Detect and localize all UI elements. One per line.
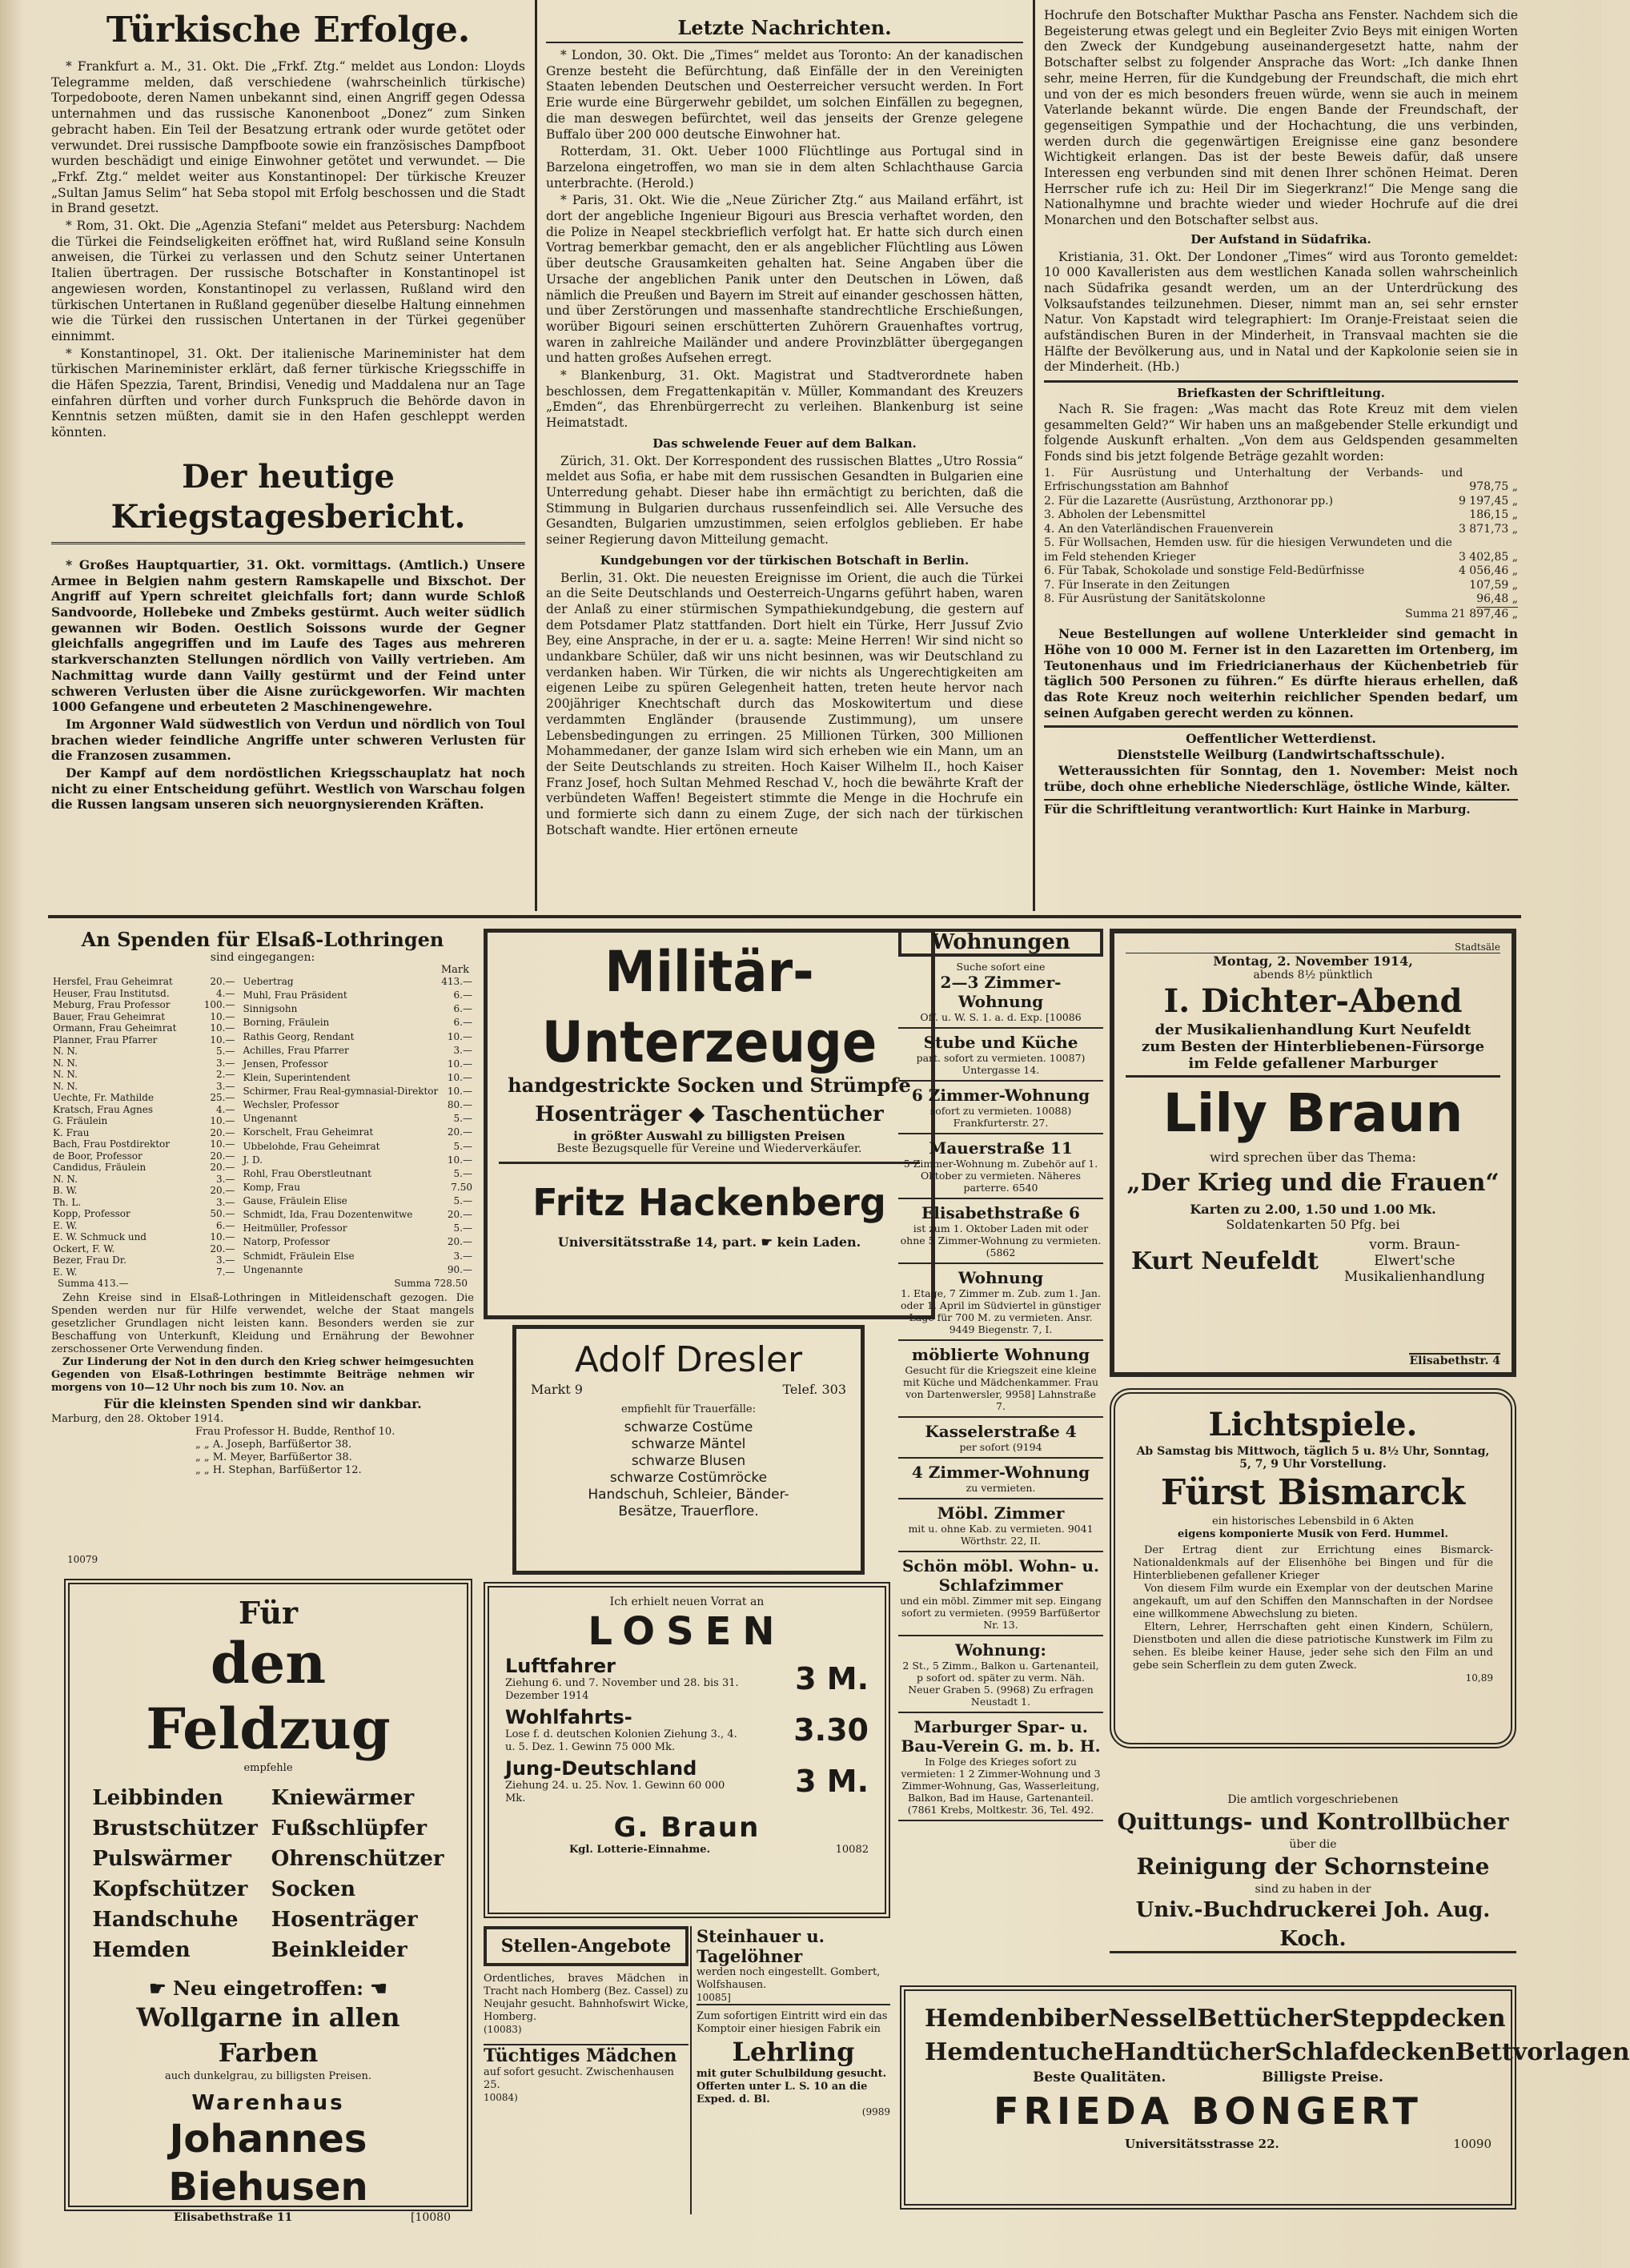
- donations-notice: [51, 929, 474, 1568]
- ad-militar: [484, 929, 935, 1319]
- donation-row: G. Fräulein 10.—: [53, 1115, 235, 1126]
- article-paragraph: * London, 30. Okt. Die „Times“ meldet aus Toronto: An der kanadischen Grenze besteht die Befürchtung, daß Einfälle der in den Vereinigten Staaten lebenden Deutschen und Oesterreicher versucht werden. In Fort Erie wurde eine Bürgerwehr gebildet, um solchen Einfällen zu begegnen, die man deswegen befürchtet, weil das jenseits der Grenze gelegene Buffalo über 200 000 deutsche Einwohner hat.: [546, 48, 1023, 142]
- donation-row: Heuser, Frau Institutsd. 4.—: [53, 987, 235, 999]
- ad-stellen-3: werden noch eingestellt. Gombert, Wolfshausen.: [697, 1966, 881, 1991]
- donation-row: Korschelt, Frau Geheimrat 20.—: [243, 1126, 472, 1138]
- ad-lichtspiele-text: Eltern, Lehrer, Herrschaften geht einen Kindern, Schülern, Dienstboten und allen die diese patriotische Kunstwerk im Film zu sehen. Es bleibe keiner Hause, jeder sehe sich den Film an und gebe sein Scherflein zu dem guten Zweck.: [1133, 1621, 1493, 1672]
- donation-row: Muhl, Frau Präsident 6.—: [243, 989, 472, 1002]
- ad-lichtspiele-film-sub: ein historisches Lebensbild in 6 Akten: [1212, 1515, 1414, 1527]
- column-2: [546, 14, 1023, 911]
- article-paragraph: Der Kampf auf dem nordöstlichen Kriegsschauplatz hat noch nicht zu einer Entscheidung geführt. Westlich von Warschau folgen die Russen langsam unseren sich neuorgnysierenden Kräften.: [51, 765, 525, 813]
- ledger-row: 7. Für Inserate in den Zeitungen 107,59 „: [1044, 578, 1518, 592]
- letterbox-title: Briefkasten der Schriftleitung.: [1177, 386, 1385, 401]
- ledger-row: 3. Abholen der Lebensmittel 186,15 „: [1044, 508, 1518, 522]
- ad-bongert: [900, 1985, 1630, 2210]
- ledger-row: 2. Für die Lazarette (Ausrüstung, Arzthonorar pp.) 9 197,45 „: [1044, 494, 1518, 508]
- donation-row: Ockert, F. W. 20.—: [53, 1242, 235, 1254]
- donation-row: E. W. 6.—: [53, 1219, 235, 1231]
- ad-code: (9989: [861, 2106, 890, 2117]
- ad-code: 10084): [484, 2092, 518, 2103]
- ad-bongert-quality: Beste Qualitäten.: [1033, 2069, 1166, 2085]
- diamond-icon: ◆: [689, 1102, 713, 1126]
- ad-militar-title: Militär-Unterzeuge: [541, 940, 877, 1076]
- ad-bongert-row1: Hemdenbiber Nessel Bettücher Steppdecken: [925, 2005, 1506, 2033]
- donations-subtitle: sind eingegangen:: [210, 951, 315, 964]
- ledger-row: 8. Für Ausrüstung der Sanitätskolonne 96,48 „: [1044, 592, 1518, 608]
- ad-stellen-3-title: Steinhauer u. Tagelöhner: [697, 1926, 825, 1966]
- article-paragraph: * Paris, 31. Okt. Wie die „Neue Züricher Ztg.“ aus Mailand erfährt, ist dort der angebliche Ingenieur Bigouri aus Brescia verhaftet worden, den die Polize in Neapel steckbrieflich verfolgt hat. Er hatte sich durch einen Vortrag bemerkbar gemacht, den er als angeblicher Flüchtling aus Löwen über deutsche Grausamkeiten gehalten hat. Seine Angaben über die Ursache der angeblichen Panik unter den Deutschen in Löwen, daß nämlich die Preußen und Bayern im Streit auf einander geschossen hätten, und über Zerstörungen und massenhafte standrechtliche Erschießungen, worüber Bigouri seinen erschütterten Zuhörern Grauenhaftes vortrug, waren in zahlreiche Mailänder und andere Provinzblätter übergegangen und hatten großes Aufsehen erregt.: [546, 193, 1023, 366]
- donation-row: N. N. 5.—: [53, 1046, 235, 1057]
- donation-row: Bezer, Frau Dr. 3.—: [53, 1254, 235, 1266]
- ad-wohnungen: [898, 929, 1103, 1973]
- headline-war-report: Der heutige Kriegstagesbericht.: [51, 457, 525, 544]
- listing-item: Marburger Spar- u. Bau-Verein G. m. b. H. In Folge des Krieges sofort zu vermieten: 1 2 Zimmer-Wohnung und 3 Zimmer-Wohnung, Gas, Wasserleitung, Balkon, Bad im Hause, Gartenanteil. (7861 Krebs, Moltkestr. 36, Tel. 492.: [898, 1713, 1103, 1821]
- ad-quittung-avail: sind zu haben in der: [1255, 1883, 1371, 1896]
- column-1: [51, 8, 525, 911]
- donations-text: Zehn Kreise sind in Elsaß-Lothringen in Mitleidenschaft gezogen. Die Spenden werden nur für Hilfe verwendet, welche der Staat mangels gesetzlicher Grundlagen nicht leisten kann. Besonders werden sie zur Beschaffung von Unterkunft, Kleidung und Ernährung der Bewohner zerschossener Orte Verwendung finden.: [51, 1292, 474, 1355]
- ad-feldzug-wool: Wollgarne in allen Farben: [136, 2002, 400, 2068]
- subheading-south-africa: Der Aufstand in Südafrika.: [1190, 231, 1371, 247]
- ad-dichter-date: Montag, 2. November 1914,: [1213, 953, 1413, 969]
- ad-dresler: [512, 1325, 865, 1575]
- donation-row: Sinnigsohn 6.—: [243, 1003, 472, 1015]
- ad-quittung: [1110, 1793, 1516, 1953]
- listing-item: Kasselerstraße 4 per sofort (9194: [898, 1418, 1103, 1459]
- ad-stellen-2: auf sofort gesucht. Zwischenhausen 25.: [484, 2066, 674, 2091]
- ad-dichter-name: Lily Braun: [1162, 1082, 1463, 1144]
- donation-row: Jensen, Professor 10.—: [243, 1058, 472, 1070]
- donation-row: N. N. 2.—: [53, 1069, 235, 1080]
- donation-row: Heitmüller, Professor 5.—: [243, 1222, 472, 1234]
- article-paragraph: Berlin, 31. Okt. Die neuesten Ereignisse im Orient, die auch die Türkei an die Seite Deutschlands und Oesterreich-Ungarns geführt haben, waren der Anlaß zu einer stürmischen Sympathiekundgebung, die gestern auf dem Potsdamer Platz stattfanden. Dort hielt ein Türke, Herr Jussuf Zvio Bey, eine Ansprache, in der er u. a. sagte: Meine Herren! Wir sind nicht so undankbare Schüler, daß wir uns nicht besinnen, was wir Deutschland zu verdanken haben. Wir Türken, die wir nichts als Ungerechtigkeiten am eigenen Leibe zu spüren Gelegenheit hatten, treten heute hervor nach 200jähriger Knechtschaft durch das Moskowitertum und diese verdammten Engländer (brausende Zustimmung), um unsere Lebensbedingungen zu erringen. 25 Millionen Türken, 300 Millionen Mohammedaner, der ganze Islam wird sich erheben wie ein Mann, um an der Seite Deutschlands zu streiten. Hoch Kaiser Wilhelm II., hoch Kaiser Franz Josef, hoch Sultan Mehmed Reschad V., hoch die bewährte Kraft der verbündeten Waffen! Begeistert stimmte die Menge in die Hochrufe ein und formierte sich dann zu einem Zuge, der sich nach der türkischen Botschaft wandte. Hier ertönen erneute: [546, 570, 1023, 837]
- ad-losen: [484, 1582, 890, 1918]
- article-paragraph: * Frankfurt a. M., 31. Okt. Die „Frkf. Ztg.“ meldet aus London: Lloyds Telegramme melden, daß verschiedene (wahrscheinlich türkische) Torpedoboote, deren Namen unbekannt sind, einen Angriff gegen Odessa unternahmen und das russische Kanonenboot „Donez“ zum Sinken gebracht haben. Ein Teil der Besatzung ertrank oder wurde getötet oder verwundet. Drei russische Dampfboote sowie ein französisches Dampfboot wurden beschädigt und einige Einwohner getötet und verwundet. — Die „Frkf. Ztg.“ meldet weiter aus Konstantinopel: Der türkische Kreuzer „Sultan Jamus Selim“ hat Seba stopol mit Erfolg beschossen und die Stadt in Brand gesetzt.: [51, 59, 525, 216]
- ad-losen-sub: Kgl. Lotterie-Einnahme.: [569, 1844, 711, 1856]
- donation-row: Ungenannte 90.—: [243, 1263, 472, 1275]
- ad-feldzug: [64, 1579, 472, 2224]
- listing-item: Elisabethstraße 6 ist zum 1. Oktober Laden mit oder ohne 5 Zimmer-Wohnung zu vermieten. (5862: [898, 1199, 1103, 1264]
- ad-stellen-4b: mit guter Schulbildung gesucht. Offerten unter L. S. 10 an die Exped. d. Bl.: [697, 2068, 887, 2105]
- listing-item: 4 Zimmer-Wohnung zu vermieten.: [898, 1459, 1103, 1499]
- donation-row: E. W. Schmuck und 10.—: [53, 1231, 235, 1242]
- weather-text: Wetteraussichten für Sonntag, den 1. November: Meist noch trübe, doch ohne erhebliche Niederschläge, östliche Winde, kälter.: [1044, 762, 1518, 794]
- listing-item: Suche sofort eine 2—3 Zimmer-Wohnung Off. u. W. S. 1. a. d. Exp. [10086: [898, 957, 1103, 1029]
- listing-item: Möbl. Zimmer mit u. ohne Kab. zu vermieten. 9041 Wörthstr. 22, II.: [898, 1499, 1103, 1552]
- ad-losen-lottery: Wohlfahrts- Lose f. d. deutschen Kolonien Ziehung 3., 4. u. 5. Dez. 1. Gewinn 75 000 Mk. 3.30: [505, 1706, 869, 1753]
- ad-militar-address: Universitätsstraße 14, part. ☛ kein Laden.: [557, 1234, 861, 1250]
- ad-losen-title: LOSEN: [588, 1609, 786, 1654]
- donation-row: J. D. 10.—: [243, 1154, 472, 1166]
- ad-code: 10090: [1453, 2137, 1491, 2151]
- column-3: [1044, 8, 1518, 911]
- donation-row: Planner, Frau Pfarrer 10.—: [53, 1034, 235, 1046]
- ledger-row: 1. Für Ausrüstung und Unterhaltung der Verbands- und Erfrischungsstation am Bahnhof 978,75 „: [1044, 466, 1518, 494]
- ad-wohnungen-title: Wohnungen: [898, 929, 1103, 957]
- donation-row: B. W. 20.—: [53, 1185, 235, 1196]
- ad-dichter-prices: Karten zu 2.00, 1.50 und 1.00 Mk.: [1190, 1202, 1436, 1217]
- ad-lichtspiele: [1110, 1388, 1516, 1748]
- ledger-sum: Summa 21 897,46 „: [1405, 607, 1518, 620]
- donations-right-table: [241, 976, 474, 1278]
- ad-stellen-right: [690, 1926, 890, 2214]
- donations-date: Marburg, den 28. Oktober 1914.: [51, 1413, 224, 1425]
- ad-wohnungen-list: [898, 957, 1103, 1821]
- donation-row: Kratsch, Frau Agnes 4.—: [53, 1103, 235, 1115]
- ad-dresler-sub: empfiehlt für Trauerfälle:: [621, 1403, 756, 1415]
- ledger-row: 5. Für Wollsachen, Hemden usw. für die hiesigen Verwundeten und die im Feld stehenden Krieger 3 402,85 „: [1044, 536, 1518, 564]
- ledger-table: [1044, 467, 1518, 622]
- pointing-hand-icon: ☛: [761, 1234, 777, 1250]
- section-rule: [48, 915, 1521, 918]
- donation-row: Schmidt, Fräulein Else 3.—: [243, 1250, 472, 1262]
- donation-row: Natorp, Professor 20.—: [243, 1236, 472, 1248]
- donation-row: Rathis Georg, Rendant 10.—: [243, 1030, 472, 1042]
- ad-stellen-1: Ordentliches, braves Mädchen in Tracht nach Homberg (Bez. Cassel) zu Neujahr gesucht. Bahnhofswirt Wicke, Homberg.: [484, 1973, 689, 2023]
- ad-stellen-title: Stellen-Angebote: [484, 1926, 689, 1966]
- ad-dichter-shop-sub: vorm. Braun-Elwert'sche Musikalienhandlung: [1343, 1237, 1485, 1285]
- ad-code: 10085]: [697, 1992, 890, 2005]
- listing-item: Wohnung 1. Etage, 7 Zimmer m. Zub. zum 1. Jan. oder 1. April im Südviertel in günstiger Lage für 700 M. zu vermieten. Ansr. 9449 Biegenstr. 7, I.: [898, 1264, 1103, 1341]
- ad-dichter-time: abends 8½ pünktlich: [1253, 969, 1373, 981]
- donations-title: An Spenden für Elsaß-Lothringen: [81, 928, 444, 951]
- letterbox-text: Nach R. Sie fragen: „Was macht das Rote Kreuz mit dem vielen gesammelten Geld?“ Wir haben uns an maßgebender Stelle erkundigt und folgende Auskunft erhalten. „Von dem aus Geldspenden gesammelten Fonds sind bis jetzt folgende Beträge gezahlt worden:: [1044, 401, 1518, 464]
- donation-row: Schirmer, Frau Real-gymnasial-Direktor 10.—: [243, 1086, 472, 1097]
- ad-code: 10079: [67, 1554, 98, 1565]
- ad-feldzug-house: Warenhaus: [191, 2091, 345, 2115]
- ad-dresler-phone: Telef. 303: [782, 1382, 846, 1397]
- donations-text: Zur Linderung der Not in den durch den Krieg schwer heimgesuchten Gegenden von Elsaß-Lothringen bestimmte Beiträge nehmen wir morgens von 10—12 Uhr noch bis zum 10. Nov. an: [51, 1356, 474, 1394]
- ad-bongert-row2: Hemdentuche Handtücher Schlafdecken Bettvorlagen: [925, 2038, 1630, 2066]
- ad-quittung-shop: Univ.-Buchdruckerei Joh. Aug. Koch.: [1135, 1898, 1491, 1951]
- donation-row: E. W. 7.—: [53, 1266, 235, 1278]
- article-paragraph: Zürich, 31. Okt. Der Korrespondent des russischen Blattes „Utro Rossia“ meldet aus Sofia, er habe mit dem russischen Gesandten in Bulgarien eine Unterredung gehabt. Dieser habe ihn ermächtigt zu berichten, daß die Stimmung in Bulgarien durchaus russenfeindlich sei. Alle Versuche des Gesandten, Bulgarien umzustimmen, seien erfolglos geblieben. Er habe seiner Regierung davon Mitteilung gemacht.: [546, 453, 1023, 548]
- ad-bongert-address: Universitätsstrasse 22.: [1125, 2137, 1279, 2151]
- donation-row: Hersfel, Frau Geheimrat 20.—: [53, 976, 235, 987]
- donation-row: Bach, Frau Postdirektor 10.—: [53, 1138, 235, 1150]
- ad-dichter-speaks: wird sprechen über das Thema:: [1210, 1150, 1416, 1165]
- donation-row: N. N. 3.—: [53, 1173, 235, 1185]
- ad-feldzug-sub: empfehle: [243, 1762, 293, 1774]
- ad-dichter-shop: Kurt Neufeldt: [1131, 1246, 1319, 1275]
- column-rule: [1033, 0, 1035, 911]
- ad-losen-lottery: Jung-Deutschland Ziehung 24. u. 25. Nov. 1. Gewinn 60 000 Mk. 3 M.: [505, 1757, 869, 1804]
- donation-row: Meburg, Frau Professor 100.—: [53, 999, 235, 1010]
- listing-item: 6 Zimmer-Wohnung sofort zu vermieten. 10088) Frankfurterstr. 27.: [898, 1082, 1103, 1134]
- ad-militar-line5: Beste Bezugsquelle für Vereine und Wiederverkäufer.: [499, 1142, 920, 1164]
- responsible-editor: Für die Schriftleitung verantwortlich: Kurt Hainke in Marburg.: [1044, 802, 1471, 817]
- donation-row: Achilles, Frau Pfarrer 3.—: [243, 1044, 472, 1056]
- ad-lichtspiele-music: eigens komponierte Musik von Ferd. Hummel.: [1178, 1528, 1448, 1540]
- donation-row: Borning, Fräulein 6.—: [243, 1017, 472, 1029]
- donation-row: Uechte, Fr. Mathilde 25.—: [53, 1092, 235, 1103]
- ad-lichtspiele-text: Der Ertrag dient zur Errichtung eines Bismarck-Nationaldenkmals auf der Elisenhöhe bei Bingen und für die Hinterbliebenen gefallener Krieger: [1133, 1544, 1493, 1582]
- donation-row: Ormann, Frau Geheimrat 10.—: [53, 1022, 235, 1034]
- ledger-row: 4. An den Vaterländischen Frauenverein 3 871,73 „: [1044, 522, 1518, 536]
- listing-item: Stube und Küche part. sofort zu vermieten. 10087) Untergasse 14.: [898, 1029, 1103, 1082]
- ad-code: (10083): [484, 2024, 522, 2035]
- ad-dichter-title: I. Dichter-Abend: [1163, 982, 1463, 1020]
- donation-row: Kopp, Professor 50.—: [53, 1208, 235, 1219]
- donation-row: Klein, Superintendent 10.—: [243, 1071, 472, 1083]
- donation-row: K. Frau 20.—: [53, 1126, 235, 1138]
- ad-code: 10082: [835, 1844, 869, 1856]
- donation-row: Bauer, Frau Geheimrat 10.—: [53, 1010, 235, 1022]
- ad-dichter-address: Elisabethstr. 4: [1409, 1355, 1500, 1367]
- listing-item: möblierte Wohnung Gesucht für die Kriegszeit eine kleine mit Küche und Mädchenkammer. Frau von Dartenwersler, 9958] Lahnstraße 7.: [898, 1341, 1103, 1418]
- ad-feldzug-title: den Feldzug: [146, 1630, 391, 1762]
- donation-row: Rohl, Frau Oberstleutnant 5.—: [243, 1167, 472, 1179]
- ad-losen-lottery: Luftfahrer Ziehung 6. und 7. November und 28. bis 31. Dezember 1914 3 M.: [505, 1655, 869, 1702]
- listing-item: Wohnung: 2 St., 5 Zimm., Balkon u. Gartenanteil, p sofort od. später zu verm. Näh. Neuer Graben 5. (9968) Zu erfragen Neustadt 1.: [898, 1636, 1103, 1713]
- donation-row: Ungenannt 5.—: [243, 1113, 472, 1125]
- ad-dichter-sub3: im Felde gefallener Marburger: [1126, 1055, 1500, 1078]
- donation-row: Ubbelohde, Frau Geheimrat 5.—: [243, 1140, 472, 1152]
- donation-row: Komp, Frau 7.50: [243, 1181, 472, 1193]
- article-paragraph: Rotterdam, 31. Okt. Ueber 1000 Flüchtlinge aus Portugal sind in Barzelona eingetroffen, wo man sie in dem alten Schlachthause Garcia unterbrachte. (Herold.): [546, 144, 1023, 191]
- ad-quittung-pre: Die amtlich vorgeschriebenen: [1227, 1793, 1399, 1806]
- donations-signers: Frau Professor H. Budde, Renthof 10. „ „ A. Joseph, Barfüßertor 38. „ „ M. Meyer, Barfüßertor 38. „ „ H. Stephan, Barfüßertor 12.: [195, 1426, 395, 1476]
- ad-lichtspiele-title: Lichtspiele.: [1208, 1406, 1418, 1443]
- ad-losen-intro: Ich erhielt neuen Vorrat an: [609, 1596, 765, 1608]
- mark-label: Mark: [440, 964, 469, 976]
- donations-thanks: Für die kleinsten Spenden sind wir dankbar.: [103, 1396, 422, 1411]
- article-paragraph: * Blankenburg, 31. Okt. Magistrat und Stadtverordnete haben beschlossen, dem Fregattenkapitän v. Müller, Kommandant des Kreuzers „Emden“, das Ehrenbürgerrecht zu verleihen. Blankenburg ist seine Heimatstadt.: [546, 368, 1023, 431]
- ad-dresler-name: Adolf Dresler: [574, 1339, 803, 1380]
- donation-row: Gause, Fräulein Elise 5.—: [243, 1195, 472, 1206]
- donation-row: Wechsler, Professor 80.—: [243, 1099, 472, 1111]
- article-paragraph: * Rom, 31. Okt. Die „Agenzia Stefani“ meldet aus Petersburg: Nachdem die Türkei die Feindseligkeiten eröffnet hat, wird Rußland seine Konsuln anweisen, die Türkei zu verlassen und den Schutz seiner Untertanen Italien übertragen. Der russische Botschafter in Konstantinopel ist angewiesen worden, Konstantinopel zu verlassen, Rußland wird den türkischen Untertanen in Rußland gegenüber dieselbe Haltung einnehmen wie die Türkei den russischen Untertanen in der Türkei gegenüber einnimmt.: [51, 219, 525, 343]
- ad-dichter-tag: Stadtsäle: [1126, 941, 1500, 953]
- pointing-hand-icon: ☚: [363, 1977, 387, 2000]
- donation-row: N. N. 3.—: [53, 1080, 235, 1092]
- ad-feldzug-items-left: Leibbinden Brustschützer Pulswärmer Kopfschützer Handschuhe Hemden: [92, 1786, 258, 1962]
- ad-lichtspiele-times: Ab Samstag bis Mittwoch, täglich 5 u. 8½ Uhr, Sonntag, 5, 7, 9 Uhr Vorstellung.: [1136, 1445, 1490, 1471]
- ad-militar-name: Fritz Hackenberg: [532, 1181, 886, 1224]
- article-paragraph: Hochrufe den Botschafter Mukthar Pascha ans Fenster. Nachdem sich die Begeisterung etwas gelegt und ein Begleiter Zvio Beys mit einigen Worten den Zweck der Kundgebung auseinandergesetzt hatte, nahm der Botschafter selbst zu folgender Ansprache das Wort: „Ich danke Ihnen sehr, meine Herren, für die Kundgebung der Freundschaft, die mich ehrt und von der es mich besonders freuen würde, wenn sie auch in meinem Vaterlande bekannt würde. Die engen Bande der Freundschaft, der gegenseitigen Sympathie und der Hochachtung, die uns verbinden, werden durch die gegenwärtigen Ereignisse eine ganz besondere Wichtigkeit erlangen. Das ist der beste Beweis dafür, daß unsere Interessen eng verbunden sind mit denen Ihrer schönen Heimat. Deren Herrscher rufe ich zu: Heil Dir im Siegerkranz!“ Die Menge sang die Nationalhymne und brachte wieder und wieder Hochrufe auf die drei Monarchen und den Botschafter selbst aus.: [1044, 8, 1518, 228]
- ad-dichter-topic: „Der Krieg und die Frauen“: [1126, 1169, 1500, 1197]
- ledger-row: 6. Für Tabak, Schokolade und sonstige Feld-Bedürfnisse 4 056,46 „: [1044, 564, 1518, 578]
- pointing-hand-icon: ☛: [149, 1977, 174, 2000]
- ad-dichter-soldiers: Soldatenkarten 50 Pfg. bei: [1226, 1217, 1400, 1232]
- ad-militar-line3: Hosenträger ◆ Taschentücher: [535, 1102, 884, 1126]
- ad-lichtspiele-text: Von diesem Film wurde ein Exemplar von der deutschen Marine angekauft, um auf den Schiffen den Mannschaften in der Nordsee eine willkommene Abwechslung zu bieten.: [1133, 1583, 1493, 1620]
- donation-row: Th. L. 3.—: [53, 1196, 235, 1208]
- donations-left-sum: Summa 413.—: [58, 1278, 129, 1289]
- headline-turkish-successes: Türkische Erfolge.: [106, 10, 471, 50]
- ad-dresler-items: schwarze Costüme schwarze Mäntel schwarze Blusen schwarze Costümröcke Handschuh, Schleier, Bänder- Besätze, Trauerflore.: [588, 1419, 789, 1519]
- ad-quittung-title2: Reinigung der Schornsteine: [1136, 1853, 1490, 1880]
- ad-militar-line2: handgestrickte Socken und Strümpfe: [508, 1074, 911, 1097]
- ad-stellen: [484, 1926, 689, 2214]
- ad-feldzug-name: Johannes Biehusen: [168, 2117, 368, 2210]
- donations-left-table: [51, 976, 236, 1278]
- ad-feldzug-items-right: Kniewärmer Fußschlüpfer Ohrenschützer Socken Hosenträger Beinkleider: [271, 1786, 444, 1962]
- ad-feldzug-new: ☛ Neu eingetroffen: ☚: [149, 1977, 387, 2000]
- article-paragraph: * Konstantinopel, 31. Okt. Der italienische Marineminister hat dem türkischen Marineminister erklärt, daß ferner türkische Kriegsschiffe in die Häfen Spezzia, Tarent, Brindisi, Venedig und Maddalena nur an Tage einfahren dürften und vorher durch Funkspruch die Behörde davon in Kenntnis setzen müßten, damit sie in den Hafen geschleppt werden könnten.: [51, 346, 525, 440]
- ad-quittung-title: Quittungs- und Kontrollbücher: [1117, 1808, 1509, 1835]
- ad-dichter-sub2: zum Besten der Hinterbliebenen-Fürsorge: [1141, 1038, 1485, 1055]
- donation-row: N. N. 3.—: [53, 1057, 235, 1069]
- ad-dichter: [1110, 929, 1516, 1377]
- ad-bongert-name: FRIEDA BONGERT: [994, 2089, 1423, 2133]
- letterbox-text: Neue Bestellungen auf wollene Unterkleider sind gemacht in Höhe von 10 000 M. Ferner ist in den Lazaretten im Ortenberg, im Teutonenhaus und im Friedricianerhaus der Küchenbetrieb für täglich 500 Personen zu führen.“ Es dürfte hieraus erhellen, daß das Rote Kreuz noch weiterhin reichlicher Spenden bedarf, um seinen Aufgaben gerecht werden zu können.: [1044, 626, 1518, 721]
- donation-row: Uebertrag 413.—: [243, 976, 472, 987]
- headline-latest-news: Letzte Nachrichten.: [546, 14, 1023, 43]
- ad-code: [10080: [411, 2211, 451, 2224]
- donation-row: Schmidt, Ida, Frau Dozentenwitwe 20.—: [243, 1209, 472, 1221]
- weather-subtitle: Dienststelle Weilburg (Landwirtschaftsschule).: [1117, 747, 1445, 763]
- article-paragraph: Im Argonner Wald südwestlich von Verdun und nördlich von Toul brachen wieder feindliche Angriffe unter schweren Verlusten für die Franzosen zusammen.: [51, 716, 525, 764]
- ad-militar-line4: in größter Auswahl zu billigsten Preisen: [573, 1129, 845, 1143]
- donations-right-sum: Summa 728.50: [394, 1278, 468, 1289]
- donation-row: de Boor, Professor 20.—: [53, 1150, 235, 1162]
- ad-dresler-address: Markt 9: [531, 1382, 583, 1397]
- ad-bongert-prices: Billigste Preise.: [1262, 2069, 1383, 2085]
- ad-lichtspiele-film: Fürst Bismarck: [1160, 1472, 1466, 1513]
- ad-code: 10,89: [1465, 1672, 1493, 1684]
- subheading-berlin: Kundgebungen vor der türkischen Botschaft in Berlin.: [600, 552, 970, 568]
- article-paragraph: * Großes Hauptquartier, 31. Okt. vormittags. (Amtlich.) Unsere Armee in Belgien nahm gestern Ramskapelle und Bixschot. Der Angriff auf Ypern schreitet gleichfalls fort; dann wurde Schloß Sandvoorde, Hollebeke und Zmbeks gestürmt. Auch weiter südlich gewannen wir Boden. Oestlich Soissons wurde der Gegner gleichfalls angegriffen und im Laufe des Tages aus mehreren starkverschanzten Stellungen nördlich von Vailly vertrieben. Am Nachmittag wurde dann Vailly gestürmt und der Feind unter schweren Verlusten über die Aisne zurückgeworfen. Wir machten 1000 Gefangene und erbeuteten 2 Maschinengewehre.: [51, 556, 525, 715]
- ad-feldzug-for: Für: [239, 1595, 298, 1631]
- ad-feldzug-wool-sub: auch dunkelgrau, zu billigsten Preisen.: [164, 2070, 372, 2082]
- ad-feldzug-address: Elisabethstraße 11: [174, 2211, 293, 2224]
- donation-row: Candidus, Fräulein 20.—: [53, 1162, 235, 1173]
- subheading-balkan: Das schwelende Feuer auf dem Balkan.: [652, 436, 917, 451]
- listing-item: Schön möbl. Wohn- u. Schlafzimmer und ein möbl. Zimmer mit sep. Eingang sofort zu vermieten. (9959 Barfüßertor Nr. 13.: [898, 1552, 1103, 1636]
- listing-item: Mauerstraße 11 5 Zimmer-Wohnung m. Zubehör auf 1. Oktober zu vermieten. Näheres parterre. 6540: [898, 1134, 1103, 1199]
- ad-stellen-4-title: Lehrling: [732, 2037, 855, 2067]
- ad-stellen-4: Zum sofortigen Eintritt wird ein das Komptoir einer hiesigen Fabrik ein: [697, 2010, 888, 2035]
- ad-quittung-over: über die: [1289, 1838, 1337, 1851]
- ad-dichter-sub1: der Musikalienhandlung Kurt Neufeldt: [1154, 1022, 1471, 1038]
- ad-losen-name: G. Braun: [613, 1812, 761, 1844]
- article-paragraph: Kristiania, 31. Okt. Der Londoner „Times“ wird aus Toronto gemeldet: 10 000 Kavalleristen aus dem westlichen Kanada sollen wahrscheinlich nach Südafrika gesandt werden, um an der Unterdrückung des Volksaufstandes teilzunehmen. Dieser, nimmt man an, sei sehr ernster Natur. Von Kapstadt wird telegraphiert: Im Oranje-Freistaat seien die aufständischen Buren in der Minderheit, in Transvaal machten sie die Hälfte der Bevölkerung aus, und in Natal und der Kapkolonie seien sie in der Minderheit. (Hb.): [1044, 249, 1518, 375]
- ad-stellen-2-title: Tüchtiges Mädchen: [484, 2044, 689, 2066]
- weather-title: Oeffentlicher Wetterdienst.: [1186, 731, 1376, 747]
- column-rule: [535, 0, 537, 911]
